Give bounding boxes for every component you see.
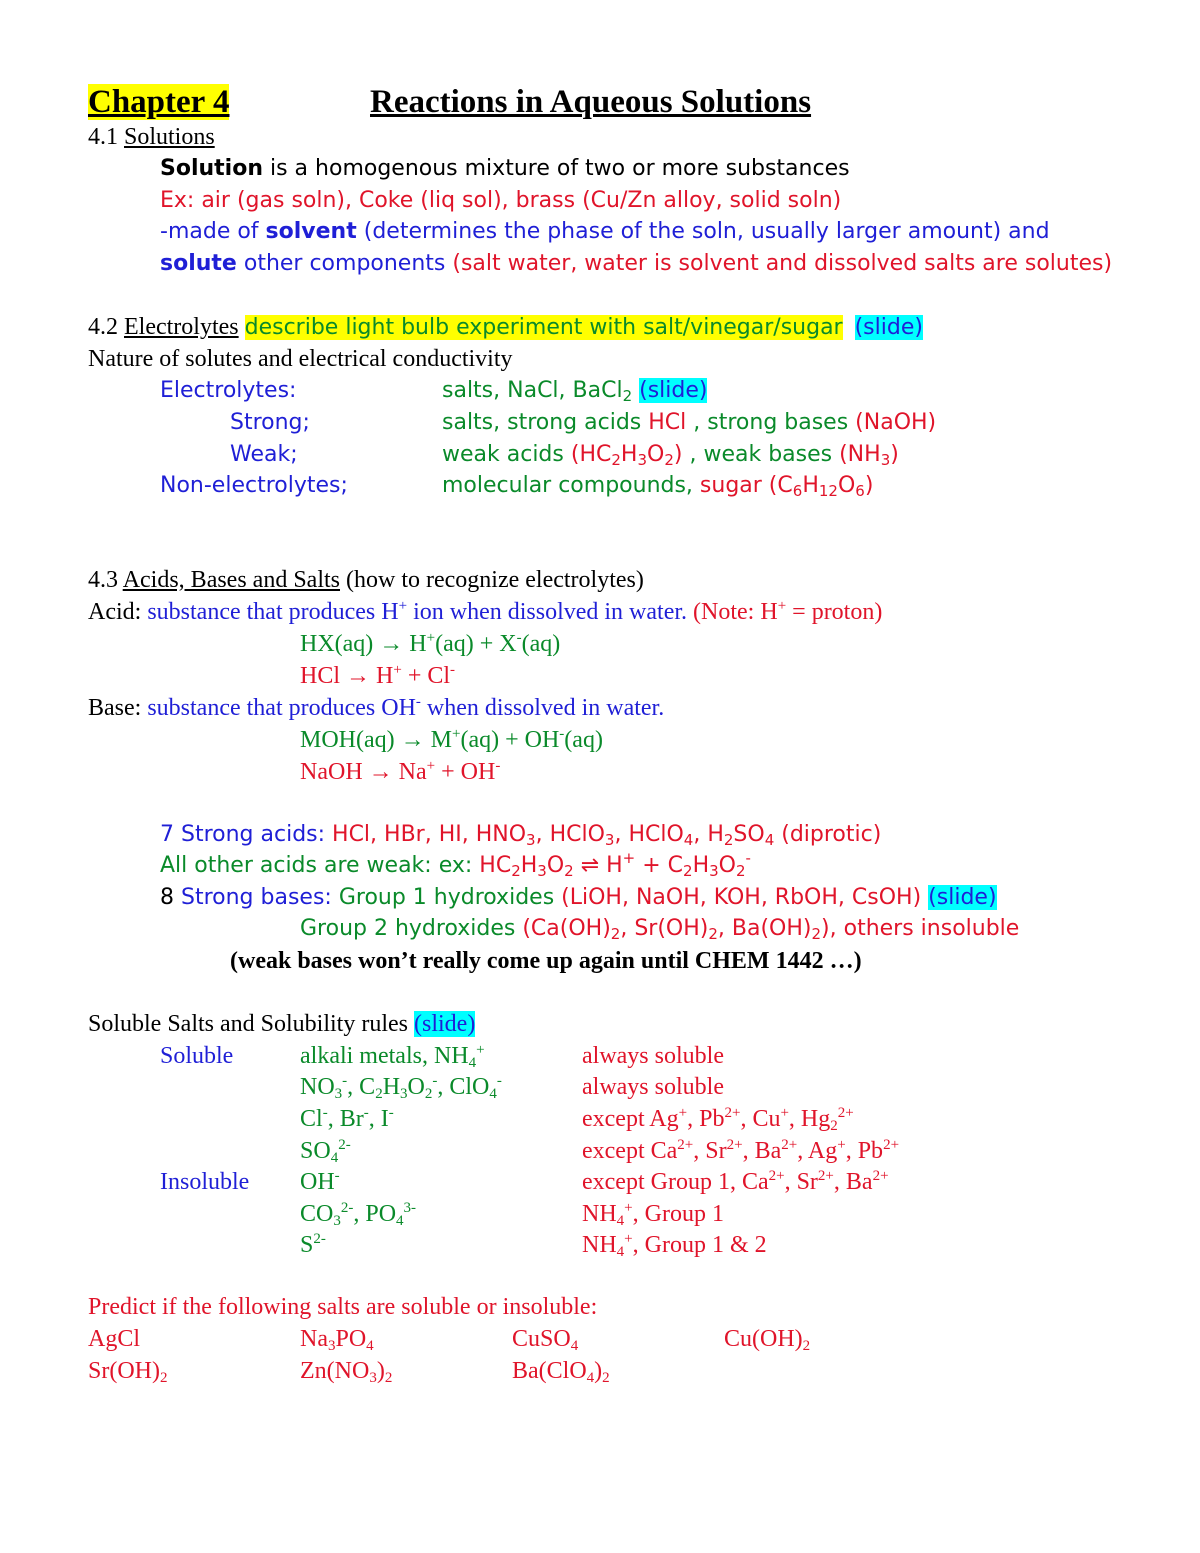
slide-marker: (slide) [928,885,997,910]
salt-na3po4 [300,1324,374,1354]
text: Group 2 hydroxides [300,916,523,941]
sub: 4 [616,1213,625,1229]
term: solute [160,251,237,276]
text: CuSO [512,1326,571,1352]
text: (HC [570,442,612,467]
salt-zn-no3-2 [300,1356,392,1386]
rule-1-ions [300,1041,485,1071]
highlighted-note: describe light bulb experiment with salt/vinegar/sugar [244,315,843,340]
text: except Ag [582,1106,679,1132]
weak-acids-line [160,851,751,881]
sup: 2+ [781,1137,798,1153]
text: (Note: H [693,599,778,625]
rule-4-result [582,1136,899,1166]
text: PO [335,1326,367,1352]
slide-marker: (slide) [414,1011,476,1037]
sub: 4 [570,1338,579,1354]
slide-marker: (slide) [639,378,708,403]
sup: 2+ [837,1105,854,1121]
sup: + [622,849,636,867]
text: , Group 1 & 2 [632,1232,767,1258]
salt-cuoh2 [724,1324,810,1354]
text: when dissolved in water. [420,695,665,721]
definition: is a homogenous mixture of two or more substances [263,156,850,181]
sup: + [777,598,787,614]
text: , Sr [784,1169,818,1195]
sup: - [334,1168,340,1184]
text: , ClO [437,1074,490,1100]
text: HCl [648,410,687,435]
acid-definition [88,597,882,627]
text: Soluble Salts and Solubility rules [88,1011,415,1037]
text: except Ca [582,1138,678,1164]
sub: 2 [664,451,674,469]
rule-2-result: always soluble [582,1074,724,1100]
page-title [370,82,811,122]
text: MOH(aq) → M [300,727,452,753]
text: , Cu [740,1106,781,1132]
term: Solution [160,156,263,181]
text: NH [582,1201,617,1227]
text: substance that produces OH [147,695,416,721]
sup: - [388,1105,394,1121]
text: ), others insoluble [821,916,1020,941]
sub: 4 [586,1370,595,1386]
sub: 2 [511,862,521,880]
text: , Sr [693,1138,727,1164]
weak-label: Weak; [230,442,298,467]
sub: 3 [327,1338,336,1354]
text: , Ag [797,1138,838,1164]
slide-marker: (slide) [854,315,923,340]
text: ) [890,442,899,467]
sub: 4 [616,1244,625,1260]
text: sugar (C [699,473,793,498]
sub: 2 [683,862,693,880]
text: molecular compounds, [442,473,700,498]
text: CO [300,1201,334,1227]
text: O [837,473,856,498]
text: O [647,442,665,467]
sup: + [780,1105,789,1121]
group2-hydroxides-line [300,914,1019,944]
text: + OH [435,759,496,785]
heading-text: Acids, Bases and Salts [122,567,340,593]
sub: 3 [333,1213,341,1229]
sub: 6 [855,482,865,500]
sup: - [516,630,522,646]
text: H [382,1074,401,1100]
chapter-label: Chapter 4 [88,84,230,120]
sup: 2+ [724,1105,741,1121]
sup: 2+ [872,1168,889,1184]
text: (Ca(OH) [522,916,611,941]
sup: + [624,1200,633,1216]
sub: 2 [802,1338,811,1354]
text: weak acids [442,442,571,467]
sub: 2 [424,1086,433,1102]
text: (NH [839,442,881,467]
sub: 3 [400,1086,408,1102]
sub: 2 [610,925,621,943]
text: = proton) [786,599,883,625]
sub: 6 [792,482,803,500]
rule-6-result [582,1199,724,1229]
sub: 2 [811,925,822,943]
sub: 3 [334,1086,343,1102]
heading-rest: (how to recognize electrolytes) [340,567,644,593]
term: solvent [265,219,357,244]
text: , PO [353,1201,397,1227]
sub: 2 [622,387,633,405]
sup: 2- [313,1231,326,1247]
non-electrolytes-examples [442,471,873,501]
acid-equation-general [300,629,560,659]
text: , H [693,822,724,847]
strong-label: Strong; [230,410,310,435]
solubility-heading [88,1009,475,1039]
text: alkali metals, NH [300,1043,469,1069]
sub: 2 [384,1370,393,1386]
text: , strong bases [686,410,856,435]
section-4-1-heading [88,122,215,152]
sub: 4 [366,1338,374,1354]
sup: 2+ [726,1137,743,1153]
sup: 2- [338,1137,351,1153]
text: , Ba [833,1169,873,1195]
sub: 4 [330,1150,339,1166]
text: , Ba(OH) [717,916,812,941]
sup: 3- [403,1200,417,1216]
text: , Group 1 [632,1201,724,1227]
text: ion when dissolved in water. [407,599,694,625]
salt-ba-clo4-2 [512,1356,610,1386]
text: , C [347,1074,376,1100]
text: , Pb [845,1138,884,1164]
text: , I [368,1106,389,1132]
sub: 3 [880,451,891,469]
text: ) [594,1358,603,1384]
sup: - [342,1073,348,1089]
sup: - [322,1105,328,1121]
insoluble-label: Insoluble [160,1169,250,1195]
strong-bases-line [160,883,997,913]
text: (determines the phase of the soln, usually larger amount) and [356,219,1050,244]
heading-text: Solutions [124,124,215,150]
sup: - [495,758,501,774]
sub: 2 [602,1370,610,1386]
text: + Cl [401,663,451,689]
soluble-label: Soluble [160,1043,234,1069]
sub: 2 [723,831,734,849]
sub: 3 [369,1370,377,1386]
text: , Br [327,1106,364,1132]
text: (LiOH, NaOH, KOH, RbOH, CsOH) [561,885,922,910]
sub: 4 [683,831,694,849]
text: (aq) [564,727,603,753]
sup: - [432,1073,438,1089]
sup: 2- [340,1200,354,1216]
text: substance that produces H [147,599,399,625]
text: Sr(OH) [88,1358,160,1384]
text: Na [300,1326,328,1352]
text: H [692,853,710,878]
salt-cuso4 [512,1324,578,1354]
sub: 2 [830,1118,838,1134]
sup: + [476,1042,485,1058]
sup: - [496,1073,502,1089]
sub: 4 [468,1055,477,1071]
solvent-line [160,217,1050,247]
section-4-2-heading [88,312,923,343]
text: H [520,853,538,878]
text: , HClO [535,822,605,847]
text: , Hg [788,1106,831,1132]
text: (aq) [521,631,561,657]
text: Base: [88,695,148,721]
text: SO [733,822,765,847]
text: Group 1 hydroxides [338,885,562,910]
heading-number: 4.2 [88,314,124,340]
base-equation-naoh [300,757,500,787]
salt-agcl: AgCl [88,1326,141,1352]
text: + C [635,853,684,878]
base-definition [88,693,664,723]
text: O [407,1074,425,1100]
text: ) [376,1358,385,1384]
rule-7-ions [300,1230,326,1260]
electrolytes-examples [442,376,707,406]
sub: 2 [375,1086,383,1102]
text: salts, NaCl, BaCl [442,378,623,403]
sub: 2 [708,925,718,943]
sup: + [426,630,436,646]
rule-7-result [582,1230,767,1260]
text: Acid: [88,599,148,625]
solute-line [160,249,1112,279]
nature-line: Nature of solutes and electrical conductivity [88,346,513,372]
rule-4-ions [300,1136,351,1166]
text: , HClO [614,822,684,847]
sup: 2+ [677,1137,694,1153]
sub: 2 [736,862,746,880]
sup: + [678,1105,688,1121]
text: H [620,442,638,467]
electrolytes-label: Electrolytes: [160,378,297,403]
text: NaOH → Na [300,759,427,785]
sup: - [415,694,421,710]
base-equation-general [300,725,603,755]
sup: - [450,662,456,678]
sup: 2+ [883,1137,900,1153]
text: OH [300,1169,335,1195]
salt-sroh2 [88,1356,168,1386]
rule-2-ions [300,1072,502,1102]
acid-equation-hcl [300,661,455,691]
sub: 3 [537,862,547,880]
text: ) [864,473,874,498]
sup: - [745,849,751,867]
sub: 4 [489,1086,497,1102]
text: except Group 1, Ca [582,1169,769,1195]
text: , Sr(OH) [620,916,709,941]
solution-examples: Ex: air (gas soln), Coke (liq sol), brass (Cu/Zn alloy, solid soln) [160,188,842,213]
text: salts, strong acids [442,410,649,435]
text: , Ba [742,1138,782,1164]
sup: - [363,1105,369,1121]
non-electrolytes-label: Non-electrolytes; [160,473,348,498]
text: , weak bases [682,442,840,467]
text: HC [479,853,512,878]
text: Strong bases: [181,885,339,910]
text: Cl [300,1106,323,1132]
text: Ba(ClO [512,1358,587,1384]
chapter-number [88,82,229,122]
solution-definition [160,154,850,184]
sub: 3 [709,862,719,880]
sub: 3 [604,831,615,849]
sub: 12 [818,482,838,500]
text: 7 Strong acids: [160,822,333,847]
sub: 2 [611,451,621,469]
strong-examples [442,408,936,438]
rule-3-ions [300,1104,394,1134]
text: O [718,853,736,878]
text: -made of [160,219,266,244]
predict-prompt: Predict if the following salts are soluble or insoluble: [88,1294,598,1320]
text: HCl, HBr, HI, HNO [332,822,527,847]
rule-5-result [582,1167,889,1197]
text: ⇌ H [573,853,623,878]
text: Cu(OH) [724,1326,803,1352]
text: H [802,473,819,498]
section-4-3-heading [88,565,644,595]
text: 8 [160,885,181,910]
sup: + [451,726,461,742]
heading-text: Electrolytes [124,314,239,340]
text: (diprotic) [774,822,882,847]
text: , Pb [687,1106,725,1132]
sub: 3 [526,831,536,849]
text: NO [300,1074,335,1100]
sub: 2 [564,862,574,880]
sup: 2+ [768,1168,785,1184]
rule-3-result [582,1104,854,1134]
text: O [546,853,565,878]
sub: 4 [764,831,775,849]
weak-bases-note: (weak bases won’t really come up again until CHEM 1442 …) [230,948,862,974]
heading-number: 4.3 [88,567,123,593]
text: HX(aq) → H [300,631,427,657]
sub: 3 [637,451,647,469]
rule-6-ions [300,1199,416,1229]
sup: 2+ [817,1168,834,1184]
text: SO [300,1138,331,1164]
text: (NaOH) [855,410,937,435]
text: HCl → H [300,663,394,689]
sub: 4 [396,1213,404,1229]
weak-examples [442,440,899,470]
strong-acids-line [160,820,881,850]
text: ) [673,442,683,467]
sup: - [559,726,565,742]
text: All other acids are weak: ex: [160,853,480,878]
sup: + [624,1231,633,1247]
sup: + [426,758,436,774]
sub: 2 [160,1370,168,1386]
heading-number: 4.1 [88,124,124,150]
text: (salt water, water is solvent and dissolved salts are solutes) [452,251,1113,276]
sup: + [393,662,402,678]
text: NH [582,1232,617,1258]
sup: + [398,598,408,614]
text: (aq) + OH [460,727,560,753]
sup: + [837,1137,846,1153]
text: other components [236,251,453,276]
text: Zn(NO [300,1358,370,1384]
rule-1-result: always soluble [582,1043,724,1069]
page-title-text: Reactions in Aqueous Solutions [370,84,812,120]
rule-5-ions [300,1167,340,1197]
text: (aq) + X [435,631,517,657]
text: S [300,1232,314,1258]
